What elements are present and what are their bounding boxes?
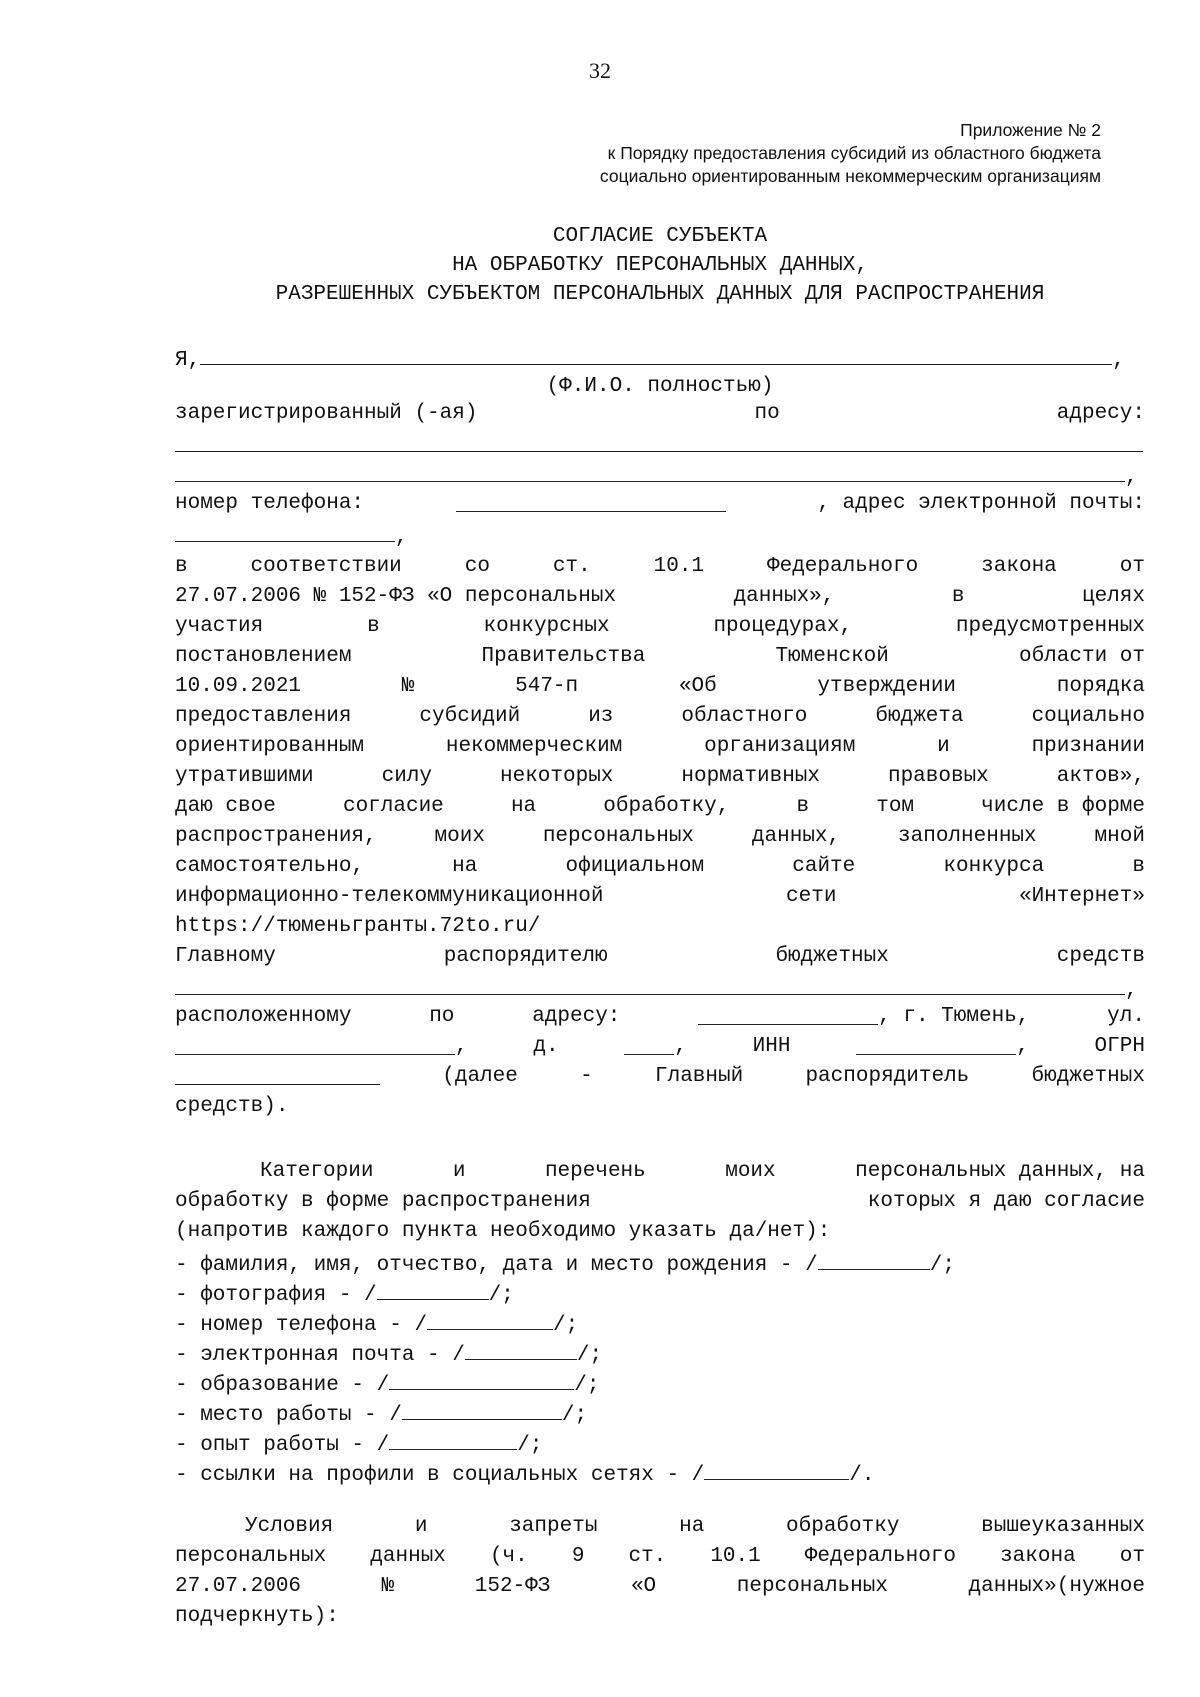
item-end: /;	[517, 1434, 543, 1457]
word: конкурса	[943, 855, 1045, 878]
comma: ,	[1016, 1035, 1029, 1058]
word: на	[679, 1515, 705, 1538]
paragraph-1	[175, 552, 1145, 1122]
item-end: /;	[561, 1404, 588, 1427]
word: 10.1	[653, 555, 705, 578]
answer-field[interactable]	[402, 1397, 562, 1420]
word: процедурах,	[713, 615, 853, 638]
p1-line-11	[175, 852, 1145, 882]
word: правовых	[887, 765, 989, 788]
house-inn-ogrn-line	[175, 1032, 1145, 1062]
word: закона	[981, 555, 1057, 578]
word: согласие	[342, 795, 444, 818]
list-item	[175, 1427, 1145, 1457]
word: -	[580, 1065, 593, 1088]
word: заполненных	[898, 825, 1037, 848]
p3-line-3	[175, 1572, 1145, 1602]
item-label: - образование - /	[175, 1374, 390, 1397]
word: утверждении	[817, 675, 957, 698]
word: на	[452, 855, 478, 878]
item-end: /;	[488, 1284, 514, 1307]
p1-line-10	[175, 822, 1145, 852]
word: и	[937, 735, 950, 758]
inn-field[interactable]	[856, 1032, 1016, 1055]
address-field-1[interactable]	[175, 429, 1143, 452]
p1-line-4	[175, 642, 1145, 672]
house-field[interactable]	[624, 1032, 674, 1055]
word: со	[464, 555, 490, 578]
appendix-header	[600, 119, 1101, 188]
word: (далее	[442, 1065, 518, 1088]
answer-field[interactable]	[427, 1307, 553, 1330]
email-label: , адрес электронной почты:	[817, 492, 1145, 515]
word: некоторых	[499, 765, 614, 788]
word: ст.	[628, 1545, 667, 1568]
word: области от	[1018, 645, 1145, 668]
comma: ,	[1112, 349, 1125, 372]
p1-line-14	[175, 942, 1145, 972]
word: от	[1119, 555, 1145, 578]
p2-line-2	[175, 1187, 1145, 1217]
appendix-line-1: Приложение № 2	[960, 120, 1101, 140]
word: Главному	[175, 945, 276, 968]
word: Федерального	[766, 555, 919, 578]
i-label: Я,	[175, 349, 201, 372]
word: Тюменской	[775, 645, 889, 668]
title-line-1: СОГЛАСИЕ СУБЪЕКТА	[552, 225, 768, 248]
word: которых я даю согласие	[867, 1190, 1145, 1213]
word: утратившими	[175, 765, 314, 788]
registered-line	[175, 399, 1145, 429]
p2-line-1	[175, 1157, 1145, 1187]
appendix-line-2: к Порядку предоставления субсидий из областного бюджета	[607, 143, 1101, 163]
comma: ,	[674, 1035, 687, 1058]
address-line-2	[175, 459, 1145, 489]
list-item	[175, 1457, 1145, 1487]
word: в	[367, 615, 380, 638]
word: в	[1132, 855, 1145, 878]
item-end: /;	[929, 1254, 955, 1277]
ogrn-field[interactable]	[175, 1062, 380, 1085]
word: бюджета	[875, 705, 964, 728]
item-end: /;	[574, 1374, 600, 1397]
word: признании	[1031, 735, 1145, 758]
p1-line-9	[175, 792, 1145, 822]
fio-field[interactable]	[200, 342, 1112, 365]
word: персональных данных, на	[855, 1160, 1145, 1183]
p1-line-8	[175, 762, 1145, 792]
manager-address-field[interactable]	[698, 1002, 878, 1025]
answer-field[interactable]	[465, 1337, 577, 1360]
word: данных»,	[733, 585, 835, 608]
item-label: - место работы - /	[175, 1404, 402, 1427]
word: (ч.	[489, 1545, 528, 1568]
word: по	[429, 1005, 455, 1028]
consent-form	[175, 342, 1145, 549]
p3-line-4: подчеркнуть):	[175, 1605, 339, 1628]
appendix-line-3: социально ориентированным некоммерческим организациям	[599, 166, 1101, 186]
word: Категории	[260, 1160, 374, 1183]
item-end: /;	[553, 1314, 579, 1337]
word: официальном	[565, 855, 705, 878]
p3-line-2	[175, 1542, 1145, 1572]
fio-caption: (Ф.И.О. полностью)	[546, 375, 774, 398]
word: предоставления	[175, 705, 352, 728]
item-label: - номер телефона - /	[175, 1314, 428, 1337]
comma: ,	[1125, 466, 1138, 489]
p1-line-18: средств).	[175, 1095, 289, 1118]
email-line	[175, 519, 1145, 549]
fio-line	[175, 342, 1145, 372]
word: в	[951, 585, 965, 608]
word: силу	[381, 765, 433, 788]
word: 27.07.2006	[175, 1575, 302, 1598]
phone-label: номер телефона:	[175, 492, 365, 515]
item-label: - фамилия, имя, отчество, дата и место рождения - /	[175, 1254, 818, 1277]
list-item	[175, 1247, 1145, 1277]
word: закона	[1000, 1545, 1076, 1568]
p1-line-5	[175, 672, 1145, 702]
paragraph-2	[175, 1157, 1145, 1487]
word: ст.	[552, 555, 591, 578]
item-end: /;	[576, 1344, 603, 1367]
contact-line	[175, 489, 1145, 519]
word: предусмотренных	[955, 615, 1145, 638]
phone-field[interactable]	[456, 489, 726, 512]
address-field-2[interactable]	[175, 459, 1125, 482]
item-label: - электронная почта - /	[175, 1344, 465, 1367]
manager-name-field[interactable]	[175, 972, 1125, 995]
p1-line-6	[175, 702, 1145, 732]
list-item	[175, 1277, 1145, 1307]
page-number: 32	[589, 58, 611, 83]
word: №	[401, 675, 415, 698]
word: персональных	[736, 1575, 888, 1598]
p1-line-12	[175, 882, 1145, 912]
city-label: , г. Тюмень,	[878, 1005, 1030, 1028]
p1-line-3	[175, 612, 1145, 642]
title-line-2: НА ОБРАБОТКУ ПЕРСОНАЛЬНЫХ ДАННЫХ,	[452, 254, 868, 277]
word: Условия	[245, 1515, 334, 1538]
title-line-3: РАЗРЕШЕННЫХ СУБЪЕКТОМ ПЕРСОНАЛЬНЫХ ДАННЫХ ДЛЯ РАСПРОСТРАНЕНИЯ	[275, 283, 1045, 306]
p1-line-7	[175, 732, 1145, 762]
manager-name-line	[175, 972, 1145, 1002]
item-label: - опыт работы - /	[175, 1434, 390, 1457]
word: запреты	[509, 1515, 598, 1538]
answer-field[interactable]	[389, 1367, 574, 1390]
located-line	[175, 1002, 1145, 1032]
item-end: /.	[849, 1464, 875, 1487]
word: обработку	[786, 1515, 900, 1538]
word: данных»(нужное	[968, 1575, 1145, 1598]
word: обработку в форме распространения	[175, 1190, 591, 1213]
p1-line-17	[175, 1062, 1145, 1092]
comma: ,	[395, 526, 408, 549]
word: вышеуказанных	[981, 1515, 1145, 1538]
word: постановлением	[175, 645, 352, 668]
word: Правительства	[481, 645, 646, 668]
word: ориентированным	[175, 735, 365, 758]
word: средств	[1056, 945, 1145, 968]
answer-field[interactable]	[704, 1457, 849, 1480]
word: 152-ФЗ	[474, 1575, 551, 1598]
word: распространения,	[175, 825, 377, 848]
word: моих	[434, 825, 485, 848]
word: актов»,	[1056, 765, 1145, 788]
p3-line-1	[175, 1512, 1145, 1542]
contest-website-url[interactable]: https://тюменьгранты.72to.ru/	[175, 915, 541, 938]
list-item	[175, 1367, 1145, 1397]
word: информационно-телекоммуникационной	[175, 885, 604, 908]
word: от	[1119, 1545, 1145, 1568]
street-field[interactable]	[175, 1032, 455, 1055]
list-item	[175, 1397, 1145, 1427]
word: в	[796, 795, 810, 818]
word: областного	[681, 705, 808, 728]
registered-label: зарегистрированный (-ая)	[175, 402, 478, 425]
word: нормативных	[681, 765, 820, 788]
word: конкурсных	[483, 615, 610, 638]
word: числе в форме	[981, 795, 1145, 818]
word: 9	[571, 1545, 585, 1568]
word: расположенному	[175, 1005, 352, 1028]
inn-label: ИНН	[752, 1035, 791, 1058]
word: мной	[1094, 825, 1145, 848]
answer-field[interactable]	[389, 1427, 517, 1450]
word: «Об	[678, 675, 717, 698]
word: и	[452, 1160, 466, 1183]
word: соответствии	[250, 555, 402, 578]
house-label: д.	[533, 1035, 559, 1058]
word: моих	[725, 1160, 776, 1183]
email-field[interactable]	[175, 519, 395, 542]
word: субсидий	[419, 705, 521, 728]
word: сайте	[792, 855, 856, 878]
word: целях	[1081, 585, 1145, 608]
address-line-1	[175, 429, 1145, 459]
p1-line-1	[175, 552, 1145, 582]
word: данных,	[751, 825, 841, 848]
comma: ,	[455, 1035, 468, 1058]
word: на	[510, 795, 537, 818]
registered-po: по	[754, 402, 780, 425]
comma: ,	[1125, 979, 1138, 1002]
word: 10.09.2021	[175, 675, 302, 698]
word: «О	[630, 1575, 657, 1598]
list-item	[175, 1307, 1145, 1337]
word: бюджетных	[775, 945, 889, 968]
word: обработку,	[603, 795, 730, 818]
word: ул.	[1107, 1005, 1145, 1028]
word: 547-п	[515, 675, 579, 698]
list-item	[175, 1337, 1145, 1367]
item-label: - ссылки на профили в социальных сетях - /	[175, 1464, 705, 1487]
p1-line-2	[175, 582, 1145, 612]
p2-line-3: (напротив каждого пункта необходимо указать да/нет):	[175, 1220, 831, 1243]
word: в	[175, 555, 188, 578]
answer-field[interactable]	[818, 1247, 930, 1270]
word: Федерального	[804, 1545, 957, 1568]
paragraph-3	[175, 1512, 1145, 1632]
word: бюджетных	[1031, 1065, 1145, 1088]
word: «Интернет»	[1018, 885, 1145, 908]
item-label: - фотография - /	[175, 1284, 377, 1307]
answer-field[interactable]	[377, 1277, 489, 1300]
word: персональных	[542, 825, 695, 848]
word: распорядителю	[443, 945, 608, 968]
word: сети	[786, 885, 837, 908]
word: персональных	[175, 1545, 327, 1568]
ogrn-label: ОГРН	[1094, 1035, 1145, 1058]
word: порядка	[1056, 675, 1145, 698]
registered-address: адресу:	[1056, 402, 1145, 425]
word: том	[876, 795, 915, 818]
word: социально	[1031, 705, 1145, 728]
word: организациям	[704, 735, 856, 758]
word: из	[588, 705, 614, 728]
word: Главный	[654, 1065, 744, 1088]
word: 27.07.2006 № 152-ФЗ «О персональных	[175, 585, 617, 608]
word: даю свое	[175, 795, 276, 818]
word: самостоятельно,	[175, 855, 365, 878]
word: некоммерческим	[445, 735, 623, 758]
word: участия	[175, 615, 264, 638]
word: данных	[370, 1545, 446, 1568]
word: перечень	[544, 1160, 646, 1183]
document-title	[175, 222, 1145, 309]
word: адресу:	[532, 1005, 621, 1028]
word: 10.1	[710, 1545, 761, 1568]
word: №	[381, 1575, 395, 1598]
word: и	[414, 1515, 428, 1538]
word: распорядитель	[805, 1065, 970, 1088]
